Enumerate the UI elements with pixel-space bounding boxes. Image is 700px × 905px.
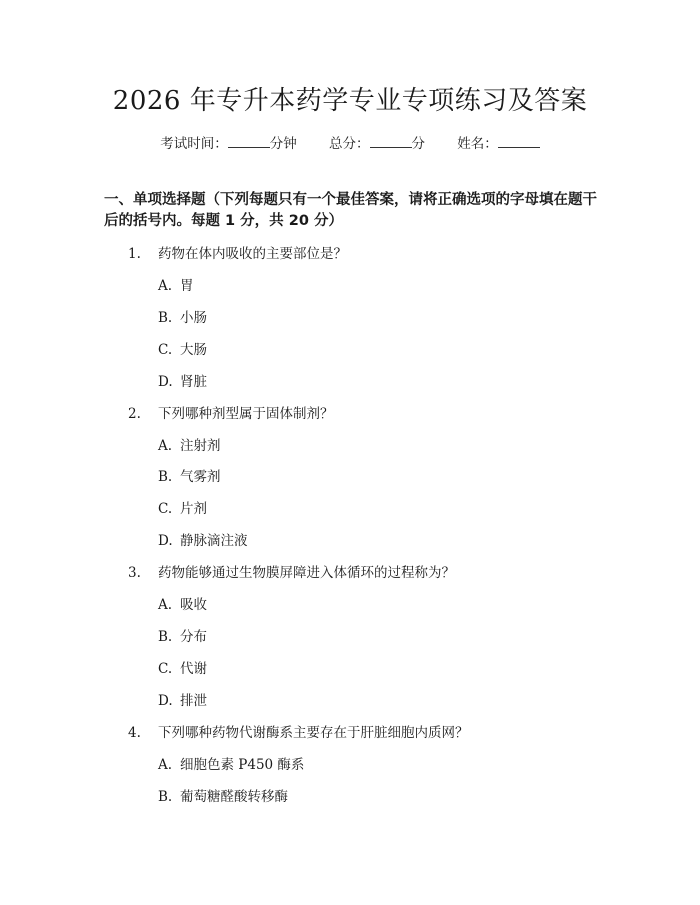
- option-text: 大肠: [180, 341, 207, 358]
- question-stem: [0, 563, 700, 595]
- exam-time-field: [160, 132, 297, 152]
- option-letter: C.: [158, 341, 173, 358]
- option-item: [0, 467, 700, 499]
- name-field: [457, 132, 540, 152]
- option-text: 片剂: [180, 501, 207, 518]
- option-letter: C.: [158, 501, 173, 518]
- question-number: 1.: [128, 246, 141, 262]
- exam-time-blank: [228, 135, 270, 148]
- total-score-unit: 分: [411, 136, 425, 152]
- page-title: 2026 年专升本药学专业专项练习及答案: [112, 86, 588, 116]
- option-letter: A.: [158, 597, 173, 614]
- option-item: [0, 659, 700, 691]
- option-text: 分布: [180, 629, 207, 646]
- option-text: 代谢: [180, 660, 207, 677]
- option-text: 小肠: [180, 309, 207, 326]
- question-stem: [0, 723, 700, 755]
- option-letter: A.: [158, 756, 173, 773]
- option-letter: D.: [158, 533, 173, 550]
- question-stem: [0, 404, 700, 436]
- exam-time-label: 考试时间：: [160, 136, 228, 152]
- option-letter: D.: [158, 692, 173, 709]
- option-item: [0, 755, 700, 787]
- option-item: [0, 691, 700, 723]
- question-text: 下列哪种药物代谢酶系主要存在于肝脏细胞内质网？: [158, 724, 469, 741]
- question-list: [0, 244, 700, 818]
- option-text: 胃: [180, 278, 194, 294]
- option-letter: B.: [158, 629, 173, 646]
- question-number: 2.: [128, 405, 141, 422]
- option-letter: C.: [158, 660, 173, 677]
- option-item: [0, 627, 700, 659]
- section-heading: 一、单项选择题（下列每题只有一个最佳答案，请将正确选项的字母填在题干后的括号内。每题 1 分，共 20 分）: [104, 192, 597, 229]
- option-text: 葡萄糖醛酸转移酶: [180, 788, 288, 805]
- question-number: 3.: [128, 565, 141, 582]
- option-text: 注射剂: [180, 437, 221, 454]
- option-text: 静脉滴注液: [180, 533, 248, 550]
- option-text: 细胞色素 P450 酶系: [180, 756, 305, 773]
- option-item: [0, 499, 700, 531]
- name-label: 姓名：: [457, 136, 498, 152]
- option-text: 吸收: [180, 597, 207, 614]
- option-item: [0, 595, 700, 627]
- name-blank: [498, 135, 540, 148]
- total-score-blank: [370, 135, 412, 148]
- option-item: [0, 787, 700, 819]
- option-item: [0, 340, 700, 372]
- option-letter: B.: [158, 469, 173, 486]
- question-text: 药物能够通过生物膜屏障进入体循环的过程称为？: [158, 565, 455, 582]
- option-item: [0, 531, 700, 563]
- option-letter: A.: [158, 437, 173, 454]
- option-item: [0, 308, 700, 340]
- option-text: 气雾剂: [180, 469, 221, 486]
- exam-meta: [0, 132, 700, 152]
- total-score-label: 总分：: [329, 136, 370, 152]
- option-item: [0, 276, 700, 308]
- option-item: [0, 436, 700, 468]
- exam-time-unit: 分钟: [269, 136, 297, 152]
- option-item: [0, 372, 700, 404]
- total-score-field: [329, 132, 425, 152]
- option-letter: B.: [158, 309, 173, 326]
- question-text: 药物在体内吸收的主要部位是？: [158, 246, 347, 262]
- option-letter: D.: [158, 373, 173, 390]
- question-text: 下列哪种剂型属于固体制剂？: [158, 405, 334, 422]
- question-number: 4.: [128, 724, 141, 741]
- option-text: 肾脏: [180, 373, 207, 390]
- option-letter: A.: [158, 278, 173, 294]
- question-stem: [0, 244, 700, 276]
- option-letter: B.: [158, 788, 173, 805]
- option-text: 排泄: [180, 692, 207, 709]
